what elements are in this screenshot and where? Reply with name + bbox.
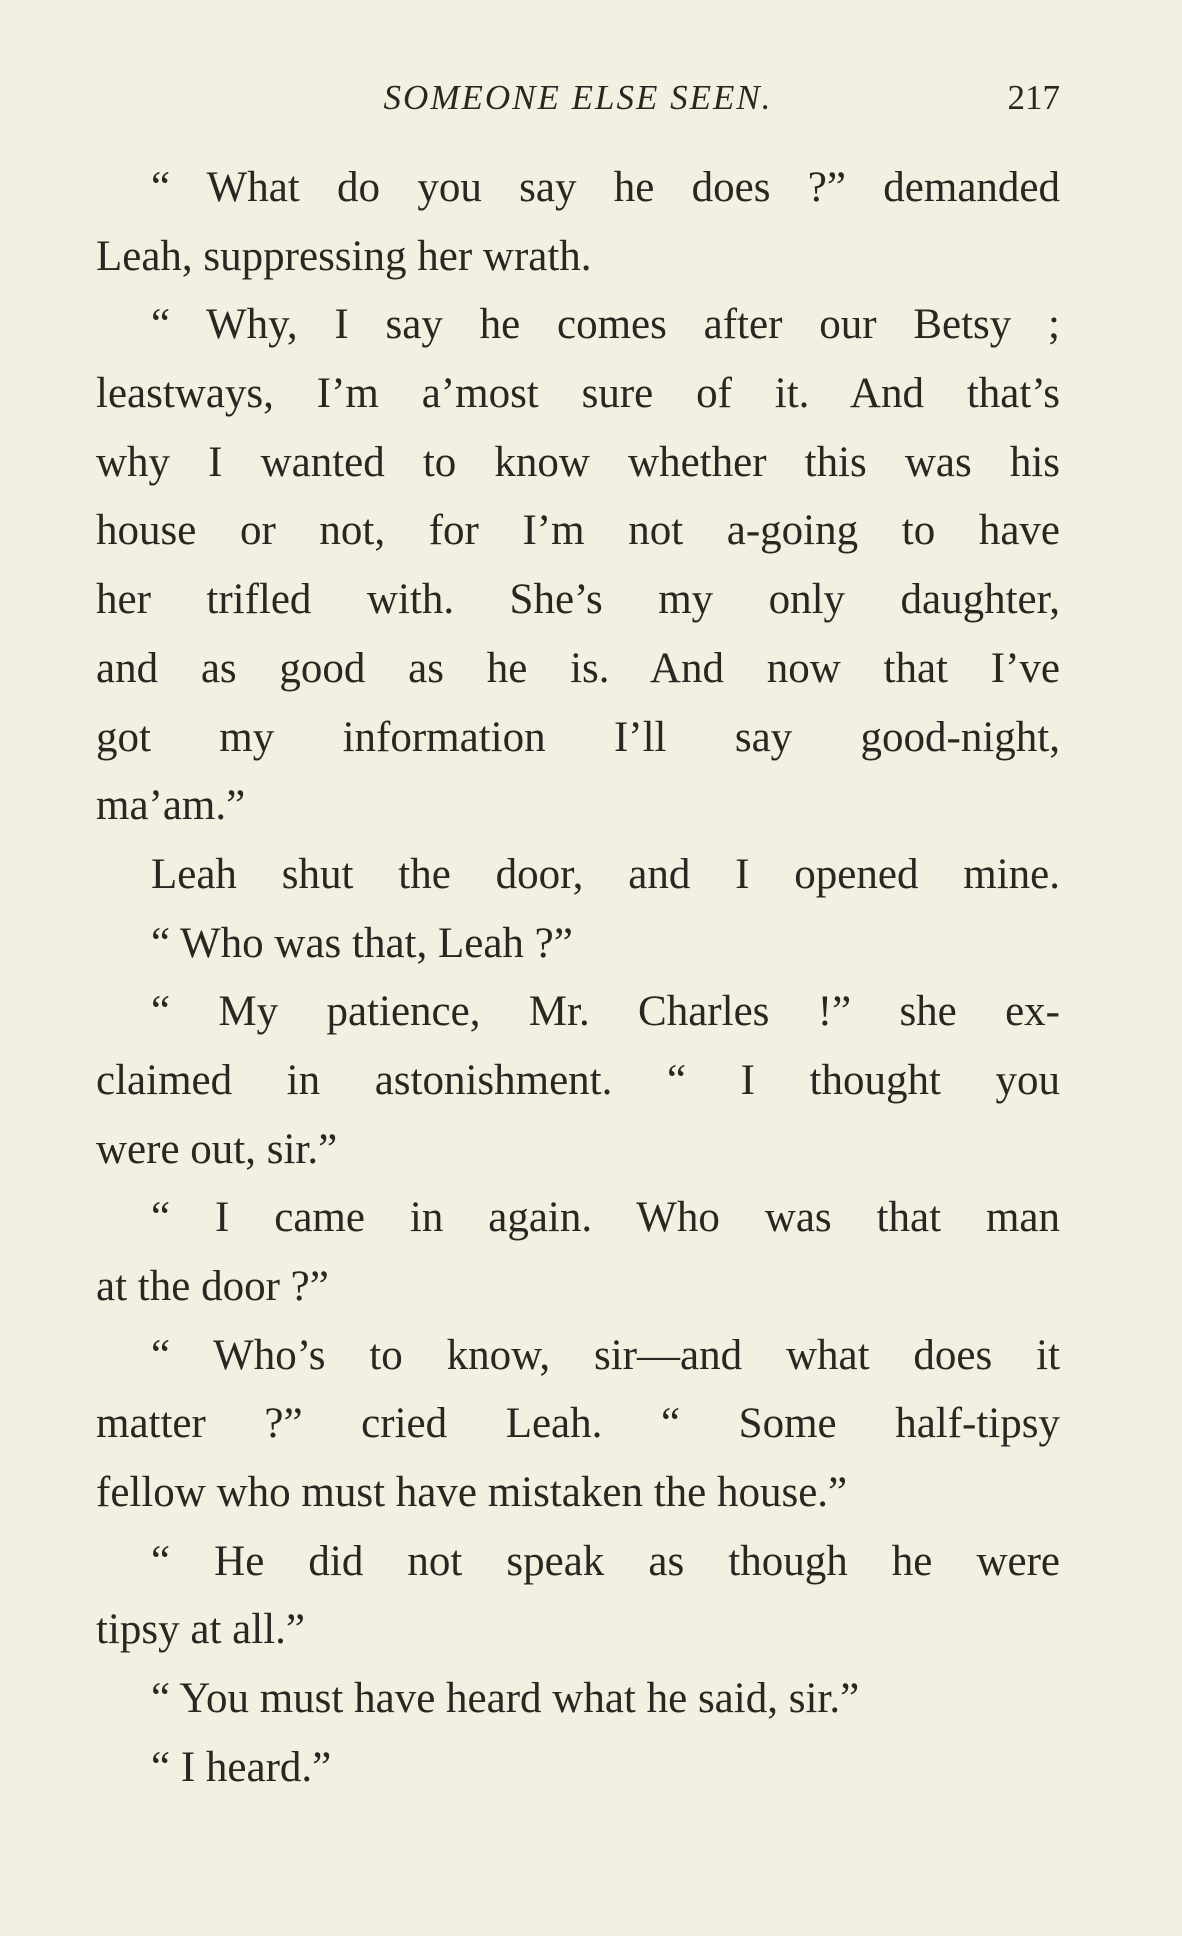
text-line: and as good as he is. And now that I’ve bbox=[96, 644, 1060, 692]
text-line: “ Why, I say he comes after our Betsy ; bbox=[151, 301, 1060, 349]
text-line: fellow who must have mistaken the house.” bbox=[96, 1469, 848, 1517]
text-line: Leah shut the door, and I opened mine. bbox=[151, 850, 1060, 898]
text-line: were out, sir.” bbox=[96, 1125, 338, 1173]
text-line: “ I heard.” bbox=[151, 1743, 332, 1791]
text-line: “ I came in again. Who was that man bbox=[151, 1194, 1060, 1242]
text-line: claimed in astonishment. “ I thought you bbox=[96, 1056, 1060, 1104]
running-head bbox=[96, 72, 1060, 132]
text-line: ma’am.” bbox=[96, 782, 246, 830]
text-line: “ He did not speak as though he were bbox=[151, 1537, 1060, 1585]
text-line: why I wanted to know whether this was his bbox=[96, 438, 1060, 486]
text-line: house or not, for I’m not a-going to have bbox=[96, 507, 1060, 555]
text-line: Leah, suppressing her wrath. bbox=[96, 232, 592, 280]
text-line: at the door ?” bbox=[96, 1263, 329, 1310]
text-line: “ My patience, Mr. Charles !” she ex- bbox=[151, 988, 1060, 1036]
text-line: leastways, I’m a’most sure of it. And that’s bbox=[96, 370, 1060, 418]
text-line: her trifled with. She’s my only daughter, bbox=[96, 576, 1060, 624]
text-line: “ Who was that, Leah ?” bbox=[151, 919, 573, 967]
running-title: SOMEONE ELSE SEEN. bbox=[383, 78, 773, 117]
page-number: 217 bbox=[1007, 78, 1060, 117]
text-line: “ What do you say he does ?” demanded bbox=[151, 164, 1060, 211]
text-line: “ You must have heard what he said, sir.” bbox=[151, 1675, 860, 1723]
text-line: got my information I’ll say good-night, bbox=[96, 713, 1060, 761]
text-line: matter ?” cried Leah. “ Some half-tipsy bbox=[96, 1400, 1060, 1448]
text-line: tipsy at all.” bbox=[96, 1606, 305, 1654]
body-text bbox=[96, 154, 1060, 1803]
text-line: “ Who’s to know, sir—and what does it bbox=[151, 1331, 1060, 1379]
